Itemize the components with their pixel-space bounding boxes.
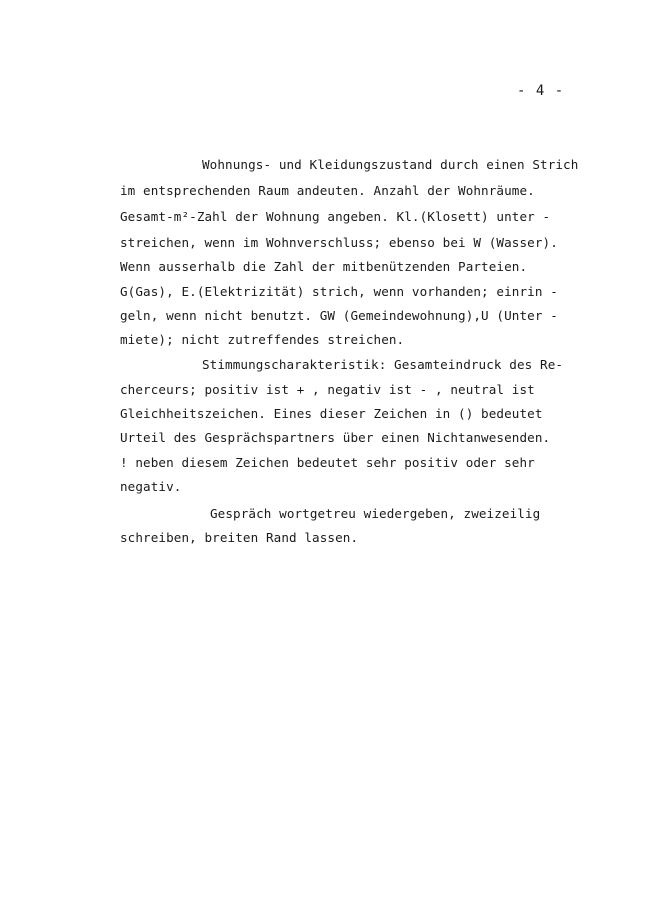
paragraph-2-line-2: cherceurs; positiv ist + , negativ ist - , neutral ist [120,382,535,397]
paragraph-2-line-4: Urteil des Gesprächspartners über einen Nichtanwesenden. [120,430,551,445]
paragraph-2-line-1: Stimmungscharakteristik: Gesamteindruck des Re- [202,357,564,372]
page-number: - 4 - [517,83,565,99]
paragraph-1-line-4: streichen, wenn im Wohnverschluss; ebenso bei W (Wasser). [120,235,558,250]
paragraph-1-line-5: Wenn ausserhalb die Zahl der mitbenützenden Parteien. [120,259,528,274]
paragraph-1-line-6: G(Gas), E.(Elektrizität) strich, wenn vorhanden; einrin - [120,284,558,299]
paragraph-1-line-3: Gesamt-m²-Zahl der Wohnung angeben. Kl.(Klosett) unter - [120,209,551,224]
paragraph-1-line-2: im entsprechenden Raum andeuten. Anzahl der Wohnräume. [120,183,535,198]
paragraph-2-line-5: ! neben diesem Zeichen bedeutet sehr positiv oder sehr [120,455,535,470]
paragraph-3-line-2: schreiben, breiten Rand lassen. [120,530,359,545]
paragraph-1-line-7: geln, wenn nicht benutzt. GW (Gemeindewohnung),U (Unter - [120,308,558,323]
paragraph-1-line-8: miete); nicht zutreffendes streichen. [120,332,405,347]
paragraph-3-line-1: Gespräch wortgetreu wiedergeben, zweizeilig [210,506,541,521]
paragraph-2-line-3: Gleichheitszeichen. Eines dieser Zeichen in () bedeutet [120,406,543,421]
paragraph-1-line-1: Wohnungs- und Kleidungszustand durch einen Strich [202,157,579,172]
paragraph-2-line-6: negativ. [120,479,182,494]
